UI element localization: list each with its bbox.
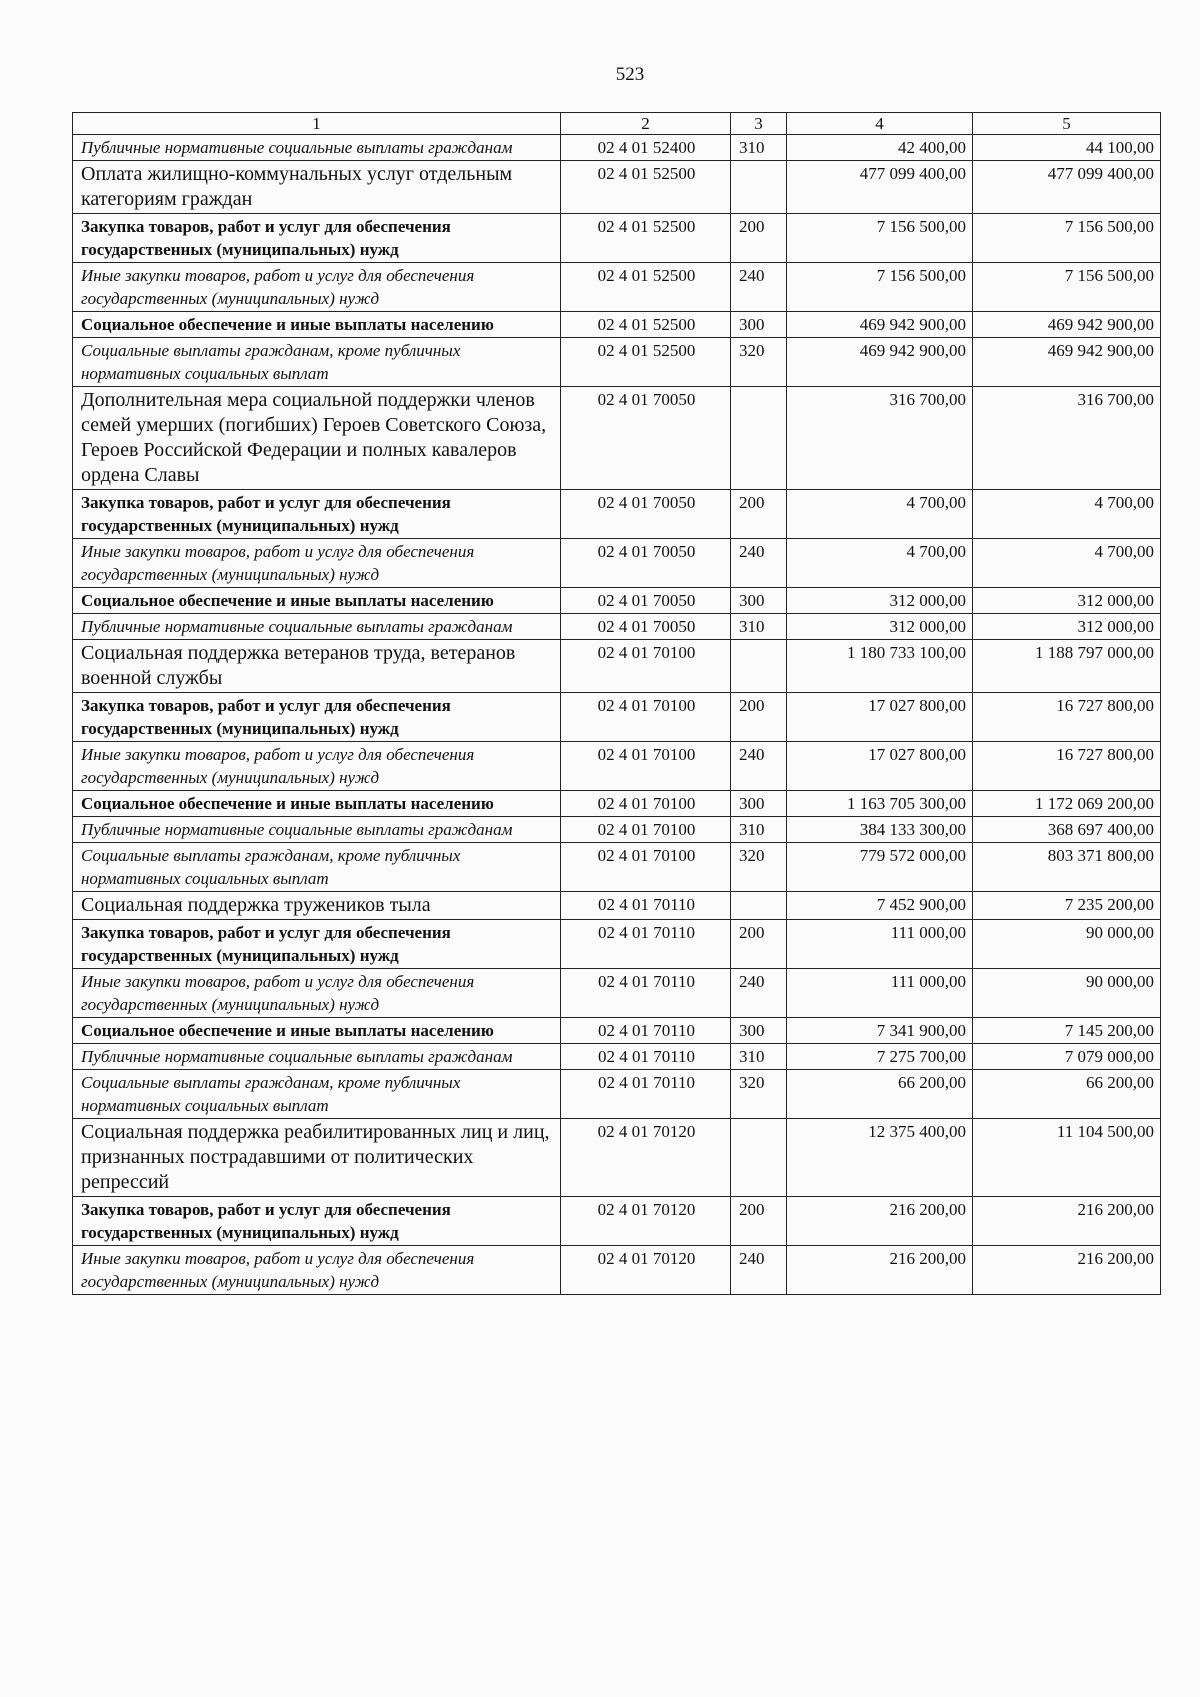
row-code-cell: 02 4 01 52500: [561, 214, 731, 263]
row-amount-year2-cell: 16 727 800,00: [973, 693, 1161, 742]
row-expense-type-cell: 240: [731, 969, 787, 1018]
table-row: [73, 817, 1161, 843]
row-amount-year1-cell: 477 099 400,00: [787, 161, 973, 214]
table-row: [73, 1018, 1161, 1044]
row-expense-type-cell: 200: [731, 214, 787, 263]
row-amount-year2-cell: 7 079 000,00: [973, 1044, 1161, 1070]
row-expense-type-cell: 240: [731, 1246, 787, 1295]
table-row: [73, 161, 1161, 214]
row-amount-year1-cell: 17 027 800,00: [787, 742, 973, 791]
table-row: [73, 312, 1161, 338]
table-row: [73, 1246, 1161, 1295]
row-name-cell: Иные закупки товаров, работ и услуг для обеспечения государственных (муниципальных) нужд: [73, 539, 561, 588]
row-amount-year2-cell: 216 200,00: [973, 1246, 1161, 1295]
row-amount-year1-cell: 216 200,00: [787, 1197, 973, 1246]
table-row: [73, 263, 1161, 312]
row-code-cell: 02 4 01 70050: [561, 588, 731, 614]
row-amount-year2-cell: 16 727 800,00: [973, 742, 1161, 791]
row-amount-year2-cell: 66 200,00: [973, 1070, 1161, 1119]
row-code-cell: 02 4 01 70100: [561, 640, 731, 693]
row-name-cell: Публичные нормативные социальные выплаты гражданам: [73, 817, 561, 843]
row-code-cell: 02 4 01 70100: [561, 693, 731, 742]
table-row: [73, 843, 1161, 892]
row-name-cell: Социальные выплаты гражданам, кроме публичных нормативных социальных выплат: [73, 843, 561, 892]
row-code-cell: 02 4 01 70120: [561, 1119, 731, 1197]
row-expense-type-cell: [731, 640, 787, 693]
row-amount-year2-cell: 4 700,00: [973, 490, 1161, 539]
row-name-cell: Иные закупки товаров, работ и услуг для обеспечения государственных (муниципальных) нужд: [73, 263, 561, 312]
row-expense-type-cell: 200: [731, 490, 787, 539]
row-expense-type-cell: 300: [731, 1018, 787, 1044]
row-name-cell: Социальное обеспечение и иные выплаты населению: [73, 312, 561, 338]
row-expense-type-cell: 300: [731, 791, 787, 817]
row-name-cell: Дополнительная мера социальной поддержки членов семей умерших (погибших) Героев Советского Союза, Героев Российской Федерации и полных кавалеров ордена Славы: [73, 387, 561, 490]
row-code-cell: 02 4 01 70110: [561, 892, 731, 920]
column-header: 4: [787, 113, 973, 135]
row-expense-type-cell: 300: [731, 312, 787, 338]
row-amount-year2-cell: 803 371 800,00: [973, 843, 1161, 892]
row-amount-year1-cell: 66 200,00: [787, 1070, 973, 1119]
budget-table: [72, 112, 1161, 1295]
row-amount-year2-cell: 477 099 400,00: [973, 161, 1161, 214]
row-name-cell: Иные закупки товаров, работ и услуг для обеспечения государственных (муниципальных) нужд: [73, 1246, 561, 1295]
page-number: 523: [615, 64, 645, 85]
row-amount-year2-cell: 90 000,00: [973, 969, 1161, 1018]
row-name-cell: Иные закупки товаров, работ и услуг для обеспечения государственных (муниципальных) нужд: [73, 742, 561, 791]
table-row: [73, 892, 1161, 920]
table-header-row: [73, 113, 1161, 135]
table-row: [73, 791, 1161, 817]
table-row: [73, 214, 1161, 263]
table-row: [73, 969, 1161, 1018]
row-amount-year2-cell: 312 000,00: [973, 614, 1161, 640]
column-header: 3: [731, 113, 787, 135]
row-amount-year1-cell: 384 133 300,00: [787, 817, 973, 843]
table-body: [73, 135, 1161, 1295]
row-amount-year1-cell: 111 000,00: [787, 969, 973, 1018]
row-code-cell: 02 4 01 70050: [561, 614, 731, 640]
row-amount-year1-cell: 4 700,00: [787, 539, 973, 588]
row-name-cell: Публичные нормативные социальные выплаты гражданам: [73, 614, 561, 640]
row-amount-year1-cell: 7 275 700,00: [787, 1044, 973, 1070]
table-row: [73, 920, 1161, 969]
table-row: [73, 614, 1161, 640]
row-name-cell: Закупка товаров, работ и услуг для обеспечения государственных (муниципальных) нужд: [73, 693, 561, 742]
row-name-cell: Социальное обеспечение и иные выплаты населению: [73, 791, 561, 817]
row-amount-year1-cell: 7 156 500,00: [787, 263, 973, 312]
row-amount-year1-cell: 111 000,00: [787, 920, 973, 969]
table-row: [73, 338, 1161, 387]
row-amount-year1-cell: 312 000,00: [787, 588, 973, 614]
column-header: 1: [73, 113, 561, 135]
table-row: [73, 1070, 1161, 1119]
row-code-cell: 02 4 01 70100: [561, 742, 731, 791]
row-code-cell: 02 4 01 70110: [561, 1018, 731, 1044]
row-amount-year1-cell: 316 700,00: [787, 387, 973, 490]
row-amount-year2-cell: 316 700,00: [973, 387, 1161, 490]
row-amount-year2-cell: 1 172 069 200,00: [973, 791, 1161, 817]
row-code-cell: 02 4 01 70110: [561, 969, 731, 1018]
row-amount-year2-cell: 7 235 200,00: [973, 892, 1161, 920]
row-code-cell: 02 4 01 52400: [561, 135, 731, 161]
row-amount-year2-cell: 7 145 200,00: [973, 1018, 1161, 1044]
row-name-cell: Закупка товаров, работ и услуг для обеспечения государственных (муниципальных) нужд: [73, 920, 561, 969]
row-amount-year2-cell: 469 942 900,00: [973, 312, 1161, 338]
row-expense-type-cell: 320: [731, 843, 787, 892]
row-name-cell: Публичные нормативные социальные выплаты гражданам: [73, 135, 561, 161]
row-expense-type-cell: 240: [731, 539, 787, 588]
row-amount-year1-cell: 312 000,00: [787, 614, 973, 640]
row-expense-type-cell: 310: [731, 817, 787, 843]
row-name-cell: Социальные выплаты гражданам, кроме публичных нормативных социальных выплат: [73, 1070, 561, 1119]
row-expense-type-cell: 320: [731, 1070, 787, 1119]
row-expense-type-cell: [731, 892, 787, 920]
row-amount-year1-cell: 779 572 000,00: [787, 843, 973, 892]
table-row: [73, 588, 1161, 614]
row-amount-year1-cell: 7 341 900,00: [787, 1018, 973, 1044]
row-name-cell: Закупка товаров, работ и услуг для обеспечения государственных (муниципальных) нужд: [73, 490, 561, 539]
row-expense-type-cell: 200: [731, 1197, 787, 1246]
row-name-cell: Социальное обеспечение и иные выплаты населению: [73, 1018, 561, 1044]
row-expense-type-cell: 240: [731, 742, 787, 791]
row-expense-type-cell: 310: [731, 614, 787, 640]
row-code-cell: 02 4 01 70100: [561, 843, 731, 892]
row-expense-type-cell: [731, 387, 787, 490]
row-name-cell: Публичные нормативные социальные выплаты гражданам: [73, 1044, 561, 1070]
row-code-cell: 02 4 01 52500: [561, 312, 731, 338]
row-amount-year1-cell: 469 942 900,00: [787, 312, 973, 338]
table-row: [73, 742, 1161, 791]
row-amount-year2-cell: 7 156 500,00: [973, 214, 1161, 263]
row-name-cell: Закупка товаров, работ и услуг для обеспечения государственных (муниципальных) нужд: [73, 1197, 561, 1246]
row-code-cell: 02 4 01 70110: [561, 1044, 731, 1070]
table-row: [73, 1044, 1161, 1070]
row-amount-year2-cell: 4 700,00: [973, 539, 1161, 588]
row-expense-type-cell: 310: [731, 1044, 787, 1070]
row-amount-year2-cell: 90 000,00: [973, 920, 1161, 969]
row-name-cell: Социальная поддержка тружеников тыла: [73, 892, 561, 920]
row-code-cell: 02 4 01 70120: [561, 1246, 731, 1295]
row-amount-year1-cell: 4 700,00: [787, 490, 973, 539]
table-row: [73, 539, 1161, 588]
row-amount-year1-cell: 17 027 800,00: [787, 693, 973, 742]
row-expense-type-cell: [731, 161, 787, 214]
row-amount-year1-cell: 216 200,00: [787, 1246, 973, 1295]
table-row: [73, 387, 1161, 490]
row-expense-type-cell: 310: [731, 135, 787, 161]
row-expense-type-cell: 320: [731, 338, 787, 387]
row-amount-year1-cell: 7 452 900,00: [787, 892, 973, 920]
row-name-cell: Социальная поддержка ветеранов труда, ветеранов военной службы: [73, 640, 561, 693]
column-header: 5: [973, 113, 1161, 135]
row-name-cell: Иные закупки товаров, работ и услуг для обеспечения государственных (муниципальных) нужд: [73, 969, 561, 1018]
column-header: 2: [561, 113, 731, 135]
row-expense-type-cell: 300: [731, 588, 787, 614]
row-amount-year2-cell: 44 100,00: [973, 135, 1161, 161]
row-amount-year1-cell: 7 156 500,00: [787, 214, 973, 263]
row-name-cell: Оплата жилищно-коммунальных услуг отдельным категориям граждан: [73, 161, 561, 214]
row-name-cell: Социальная поддержка реабилитированных лиц и лиц, признанных пострадавшими от политических репрессий: [73, 1119, 561, 1197]
row-amount-year1-cell: 1 163 705 300,00: [787, 791, 973, 817]
row-name-cell: Социальное обеспечение и иные выплаты населению: [73, 588, 561, 614]
row-amount-year2-cell: 312 000,00: [973, 588, 1161, 614]
row-amount-year1-cell: 469 942 900,00: [787, 338, 973, 387]
row-amount-year2-cell: 469 942 900,00: [973, 338, 1161, 387]
table-row: [73, 490, 1161, 539]
table-row: [73, 1119, 1161, 1197]
row-code-cell: 02 4 01 70050: [561, 490, 731, 539]
row-expense-type-cell: 240: [731, 263, 787, 312]
row-amount-year1-cell: 1 180 733 100,00: [787, 640, 973, 693]
row-amount-year2-cell: 368 697 400,00: [973, 817, 1161, 843]
row-code-cell: 02 4 01 70110: [561, 1070, 731, 1119]
row-expense-type-cell: 200: [731, 920, 787, 969]
row-code-cell: 02 4 01 70100: [561, 791, 731, 817]
row-code-cell: 02 4 01 52500: [561, 263, 731, 312]
row-amount-year1-cell: 12 375 400,00: [787, 1119, 973, 1197]
row-code-cell: 02 4 01 70110: [561, 920, 731, 969]
row-code-cell: 02 4 01 70100: [561, 817, 731, 843]
row-code-cell: 02 4 01 70050: [561, 539, 731, 588]
row-amount-year2-cell: 7 156 500,00: [973, 263, 1161, 312]
row-code-cell: 02 4 01 70120: [561, 1197, 731, 1246]
row-code-cell: 02 4 01 70050: [561, 387, 731, 490]
row-amount-year2-cell: 216 200,00: [973, 1197, 1161, 1246]
row-amount-year2-cell: 1 188 797 000,00: [973, 640, 1161, 693]
row-name-cell: Социальные выплаты гражданам, кроме публичных нормативных социальных выплат: [73, 338, 561, 387]
table-row: [73, 1197, 1161, 1246]
table-row: [73, 135, 1161, 161]
row-name-cell: Закупка товаров, работ и услуг для обеспечения государственных (муниципальных) нужд: [73, 214, 561, 263]
row-code-cell: 02 4 01 52500: [561, 161, 731, 214]
table-row: [73, 640, 1161, 693]
table-row: [73, 693, 1161, 742]
row-code-cell: 02 4 01 52500: [561, 338, 731, 387]
row-amount-year1-cell: 42 400,00: [787, 135, 973, 161]
row-amount-year2-cell: 11 104 500,00: [973, 1119, 1161, 1197]
row-expense-type-cell: [731, 1119, 787, 1197]
row-expense-type-cell: 200: [731, 693, 787, 742]
